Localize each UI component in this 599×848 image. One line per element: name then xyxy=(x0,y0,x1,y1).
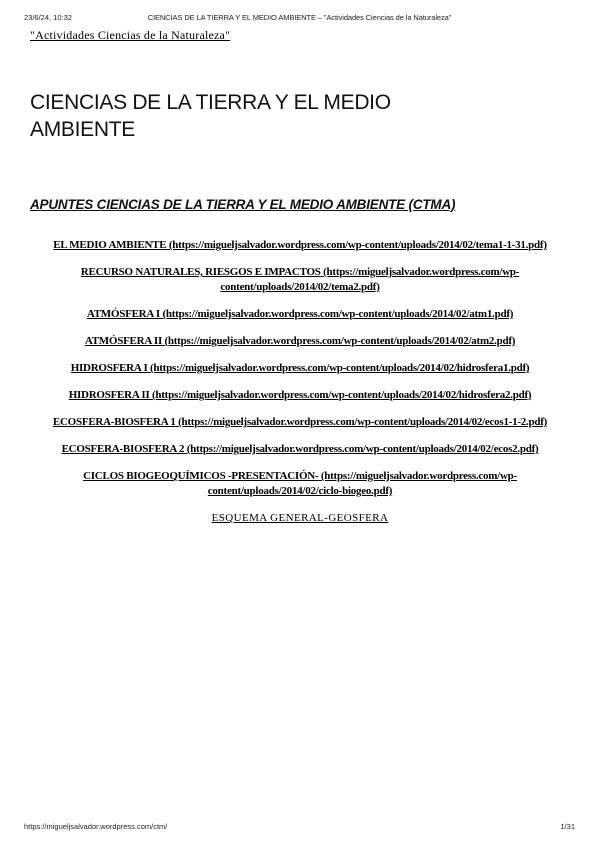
link-medio-ambiente[interactable] xyxy=(30,238,570,253)
print-header xyxy=(24,13,575,27)
site-title-link[interactable]: "Actividades Ciencias de la Naturaleza" xyxy=(30,28,231,42)
link-label: ECOSFERA-BIOSFERA 2 xyxy=(61,443,185,455)
link-label: EL MEDIO AMBIENTE xyxy=(53,239,167,251)
link-url: (https://migueljsalvador.wordpress.com/wp-content/uploads/2014/02/ecos2.pdf) xyxy=(186,443,539,455)
link-url: (https://migueljsalvador.wordpress.com/wp-content/uploads/2014/02/hidrosfera1.pdf) xyxy=(149,362,530,374)
print-date: 23/6/24, 10:32 xyxy=(24,13,72,22)
link-hidrosfera-2[interactable] xyxy=(30,388,570,403)
link-label: ATMÓSFERA I xyxy=(86,308,160,320)
print-doc-title: CIENCIAS DE LA TIERRA Y EL MEDIO AMBIENTE – "Actividades Ciencias de la Naturaleza" xyxy=(147,13,452,22)
link-url: (https://migueljsalvador.wordpress.com/wp-content/uploads/2014/02/hidrosfera2.pdf) xyxy=(151,389,532,401)
page-title: CIENCIAS DE LA TIERRA Y EL MEDIO AMBIENTE xyxy=(30,91,391,141)
link-ecosfera-2[interactable] xyxy=(30,442,570,457)
link-url: (https://migueljsalvador.wordpress.com/wp-content/uploads/2014/02/ecos1-1-2.pdf) xyxy=(178,416,548,428)
link-hidrosfera-1[interactable] xyxy=(30,361,570,376)
print-footer-url: https://migueljsalvador.wordpress.com/ctm/ xyxy=(24,822,168,831)
link-label: CICLOS BIOGEOQUÍMICOS -PRESENTACIÓN- xyxy=(83,470,319,482)
link-ecosfera-1[interactable] xyxy=(30,415,570,430)
link-url: (https://migueljsalvador.wordpress.com/wp-content/uploads/2014/02/atm2.pdf) xyxy=(164,335,516,347)
link-atmosfera-2[interactable] xyxy=(30,334,570,349)
link-label: HIDROSFERA I xyxy=(70,362,148,374)
link-label: RECURSO NATURALES, RIESGOS E IMPACTOS xyxy=(80,266,321,278)
link-label: ECOSFERA-BIOSFERA 1 xyxy=(52,416,176,428)
link-recursos-naturales[interactable] xyxy=(30,265,570,295)
print-footer xyxy=(24,822,575,834)
link-url: (https://migueljsalvador.wordpress.com/wp-content/uploads/2014/02/ciclo-biogeo.pdf) xyxy=(207,470,517,497)
link-label: HIDROSFERA II xyxy=(68,389,150,401)
link-esquema-geosfera[interactable]: ESQUEMA GENERAL-GEOSFERA xyxy=(211,512,389,524)
link-label: ATMÓSFERA II xyxy=(84,335,162,347)
link-url: (https://migueljsalvador.wordpress.com/wp-content/uploads/2014/02/tema2.pdf) xyxy=(220,266,520,293)
section-heading[interactable]: APUNTES CIENCIAS DE LA TIERRA Y EL MEDIO AMBIENTE (CTMA) xyxy=(30,197,456,212)
link-list xyxy=(30,238,570,538)
link-atmosfera-1[interactable] xyxy=(30,307,570,322)
link-url: (https://migueljsalvador.wordpress.com/wp-content/uploads/2014/02/atm1.pdf) xyxy=(162,308,514,320)
link-ciclos-biogeoquimicos[interactable] xyxy=(30,469,570,499)
link-url: (https://migueljsalvador.wordpress.com/wp-content/uploads/2014/02/tema1-1-31.pdf) xyxy=(168,239,547,251)
page-number: 1/31 xyxy=(560,822,575,831)
